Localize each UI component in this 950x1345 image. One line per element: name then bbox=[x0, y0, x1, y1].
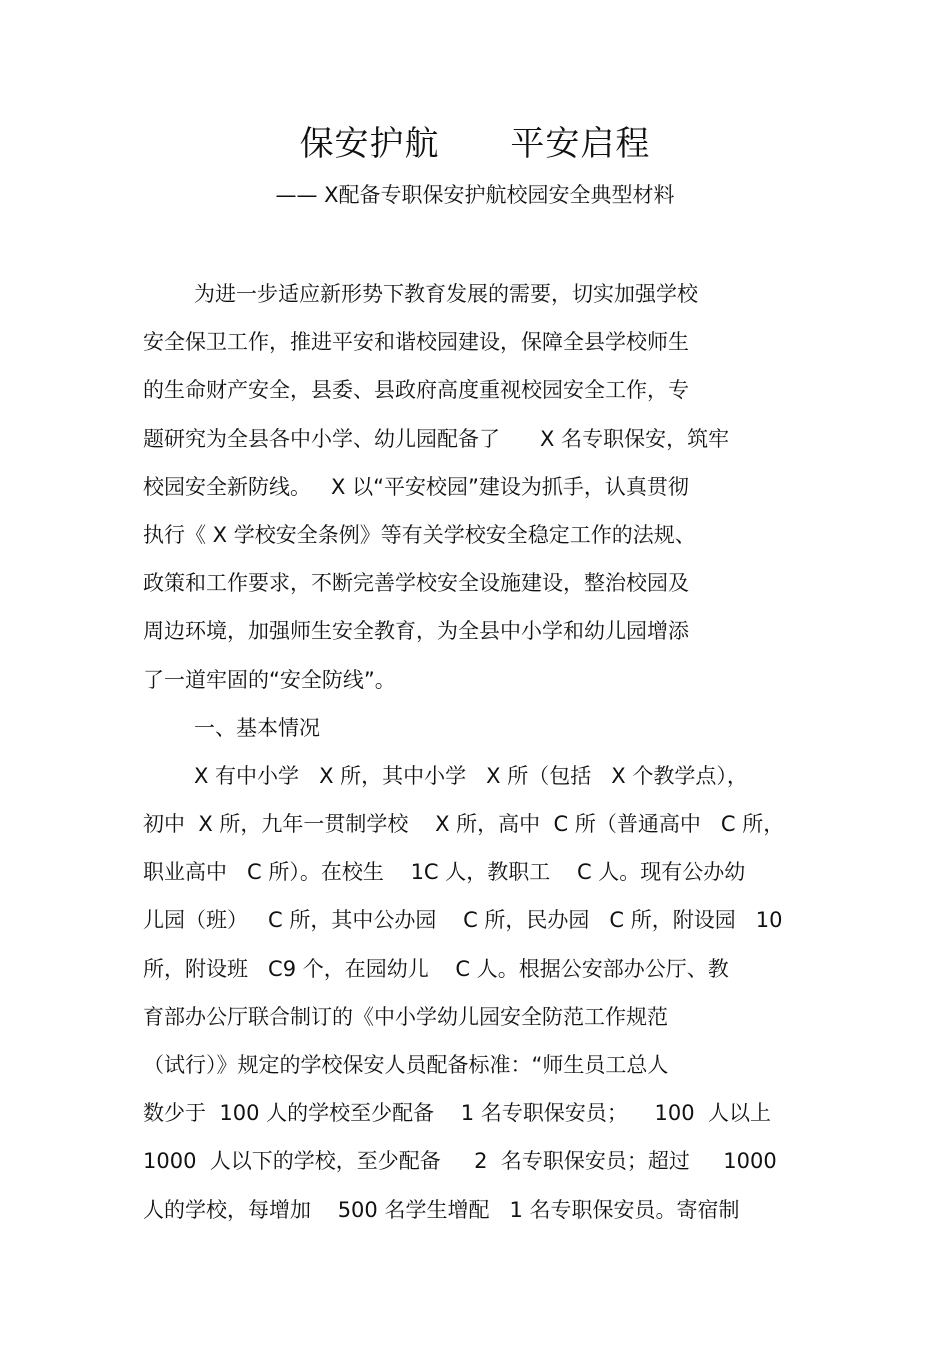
body-line: 儿园（班） C 所，其中公办园 C 所，民办园 C 所，附设园 10 bbox=[143, 908, 783, 933]
body-line: 安全保卫工作，推进平安和谐校园建设，保障全县学校师生 bbox=[143, 330, 689, 355]
body-line: 育部办公厅联合制订的《中小学幼儿园安全防范工作规范 bbox=[143, 1004, 668, 1029]
body-line: 人的学校，每增加 500 名学生增配 1 名专职保安员。寄宿制 bbox=[143, 1197, 740, 1222]
body-line: 一、基本情况 bbox=[194, 715, 320, 740]
body-line: 了一道牢固的“安全防线”。 bbox=[143, 667, 396, 692]
body-line: X 有中小学 X 所，其中小学 X 所（包括 X 个教学点）， bbox=[194, 763, 748, 788]
body-line: 数少于 100 人的学校至少配备 1 名专职保安员； 100 人以上 bbox=[143, 1101, 771, 1126]
document-body bbox=[143, 270, 823, 1234]
body-line: 的生命财产安全，县委、县政府高度重视校园安全工作，专 bbox=[143, 378, 689, 403]
body-line: 执行《 X 学校安全条例》等有关学校安全稳定工作的法规、 bbox=[143, 522, 696, 547]
body-line: （试行）》规定的学校保安人员配备标准：“师生员工总人 bbox=[143, 1053, 669, 1077]
body-line: 初中 X 所，九年一贯制学校 X 所，高中 C 所（普通高中 C 所， bbox=[143, 812, 785, 837]
document-subtitle: —— X配备专职保安护航校园安全典型材料 bbox=[275, 183, 675, 207]
body-line: 周边环境，加强师生安全教育，为全县中小学和幼儿园增添 bbox=[143, 619, 689, 644]
document-title: 保安护航 平安启程 bbox=[299, 124, 651, 164]
body-line: 政策和工作要求，不断完善学校安全设施建设，整治校园及 bbox=[143, 571, 689, 596]
body-line: 校园安全新防线。 X 以“平安校园”建设为抓手，认真贯彻 bbox=[143, 474, 689, 499]
body-line: 职业高中 C 所）。在校生 1C 人，教职工 C 人。现有公办幼 bbox=[143, 860, 746, 885]
body-line: 1000 人以下的学校，至少配备 2 名专职保安员；超过 1000 bbox=[143, 1149, 777, 1174]
body-line: 题研究为全县各中小学、幼儿园配备了 X 名专职保安，筑牢 bbox=[143, 426, 730, 451]
body-line: 所，附设班 C9 个，在园幼儿 C 人。根据公安部办公厅、教 bbox=[143, 956, 729, 981]
body-line: 为进一步适应新形势下教育发展的需要，切实加强学校 bbox=[194, 282, 698, 306]
